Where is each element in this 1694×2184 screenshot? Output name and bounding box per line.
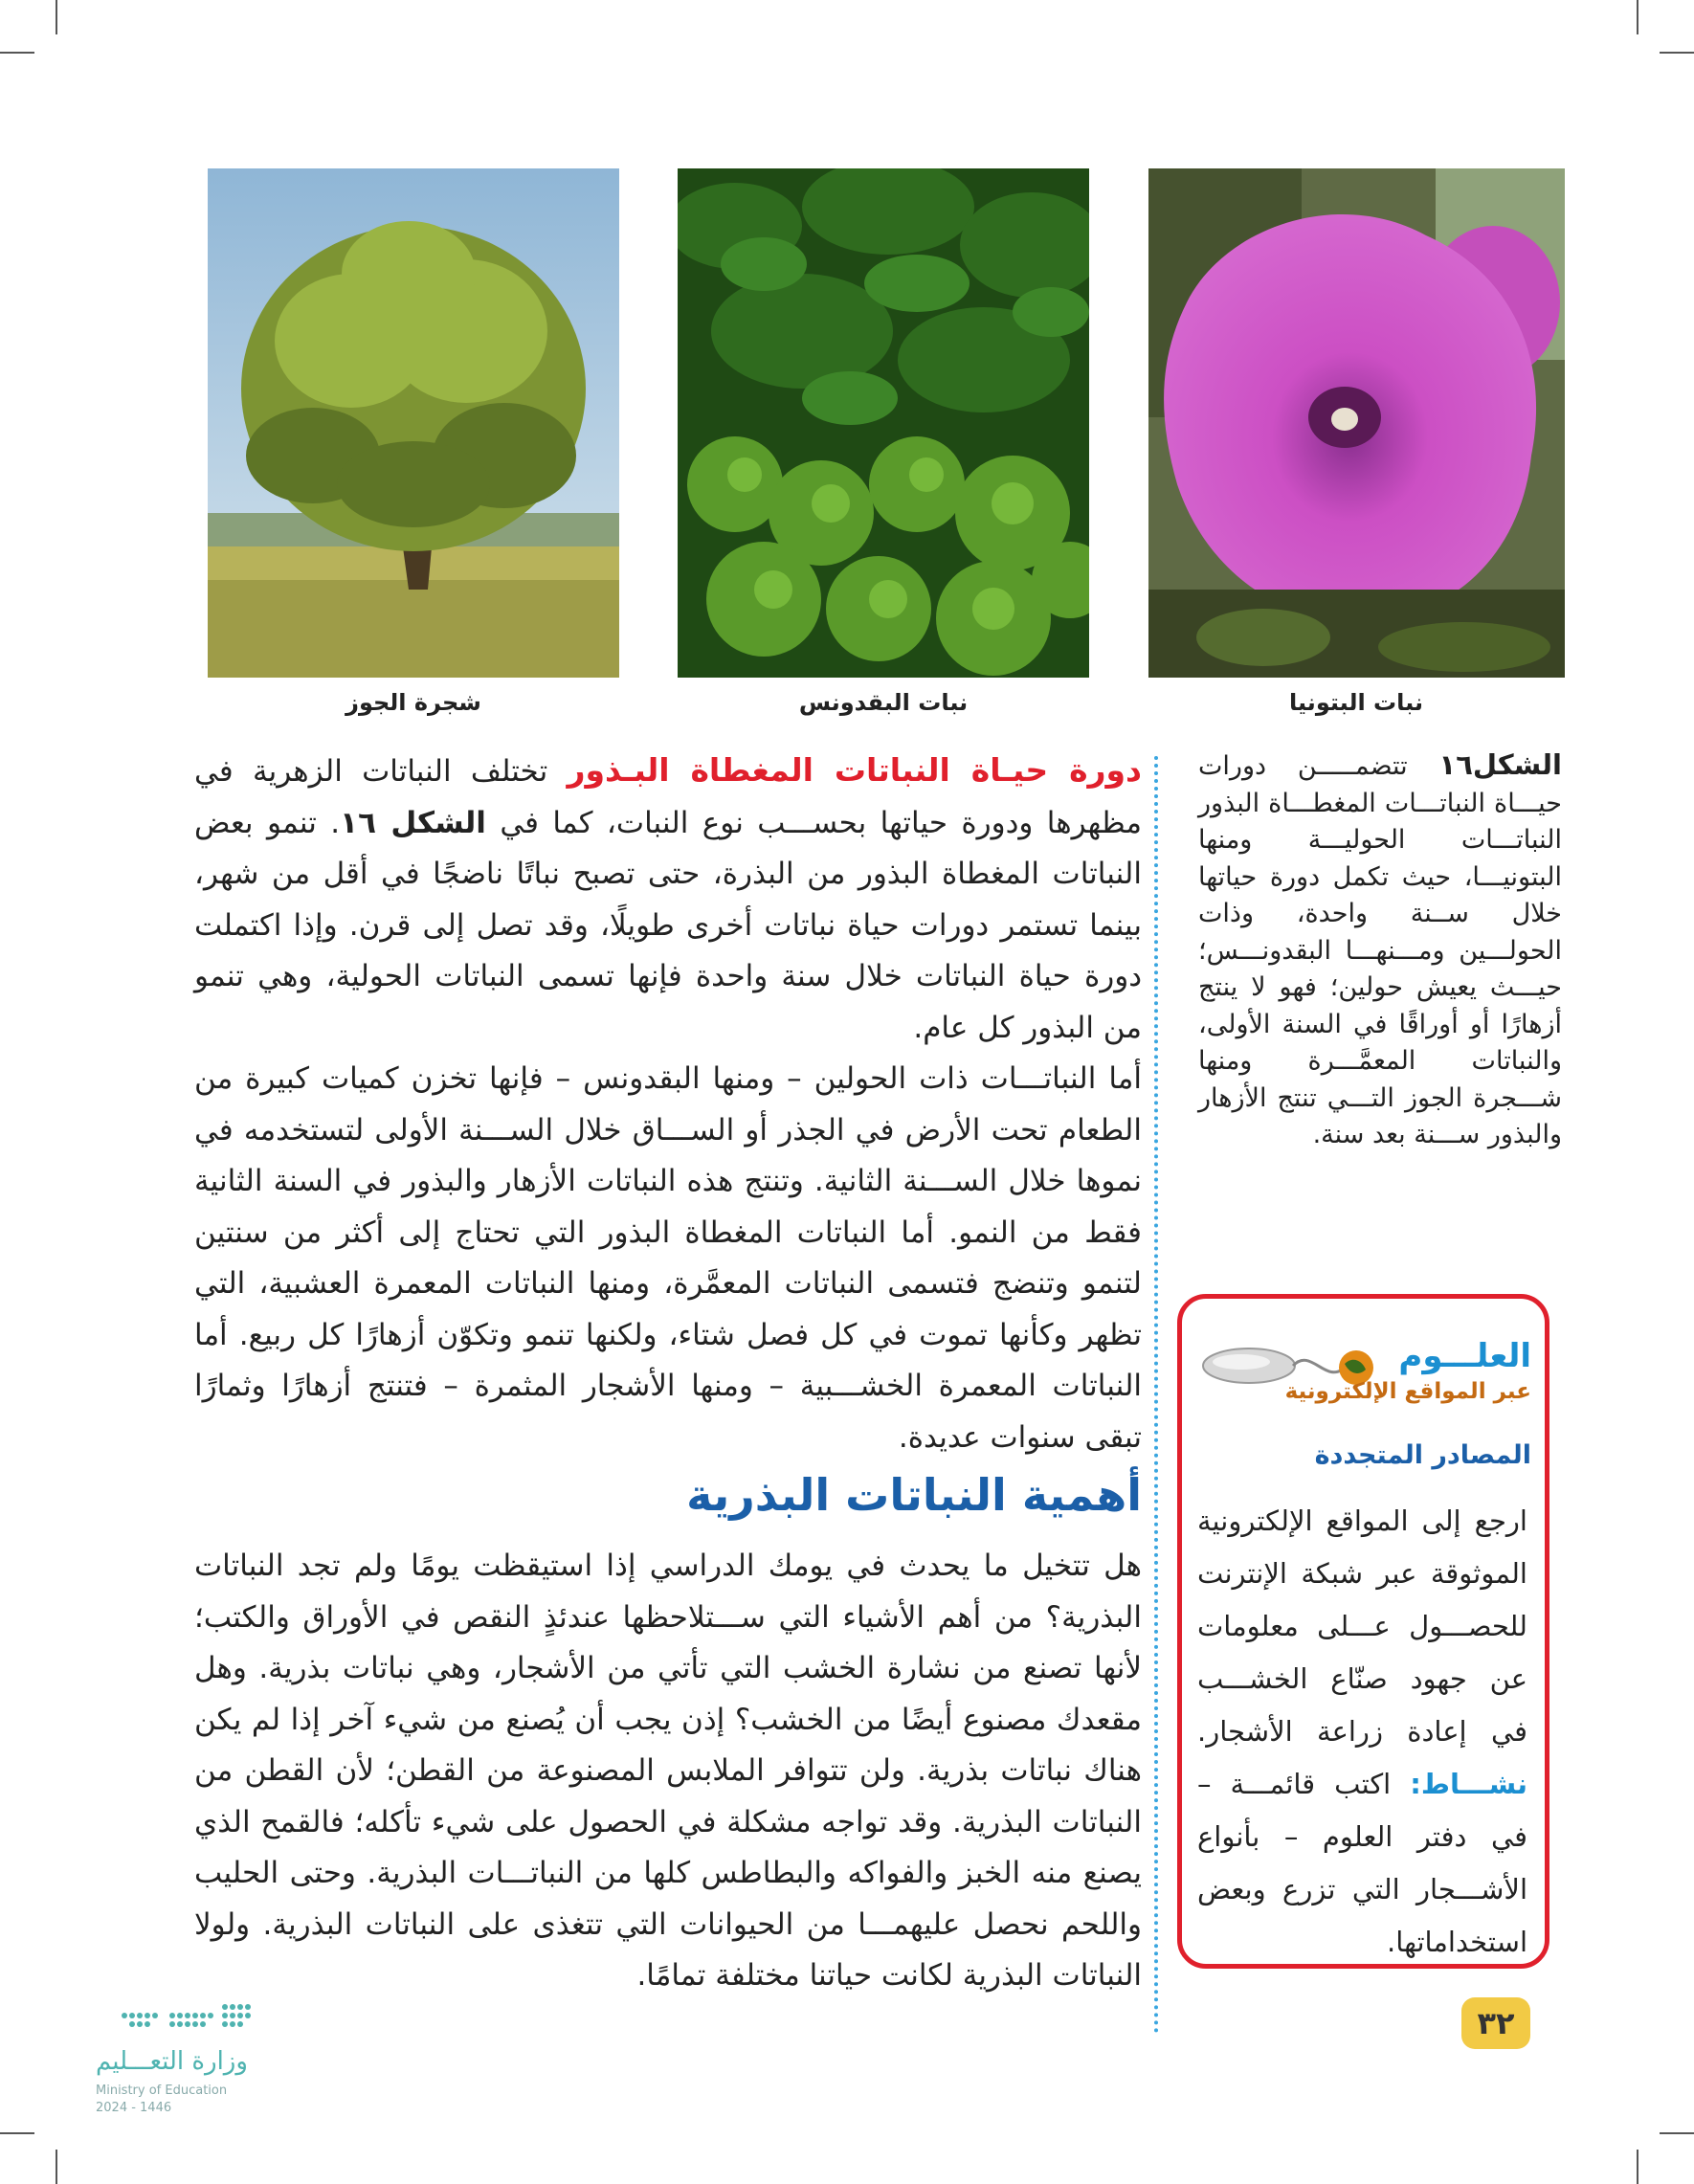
crop-mark xyxy=(1637,0,1638,34)
ministry-name-ar: وزارة التعـــليم xyxy=(96,2047,248,2076)
importance-heading: أهمية النباتات البذرية xyxy=(686,1469,1142,1521)
life-cycle-paragraph-2: أما النباتـــات ذات الحولين – ومنها البقدونس – فإنها تخزن كميات كبيرة من الطعام تحت الأرض في الجذر أو الســـاق خلال الســـنة الأولى لتستخدمه في نموها خلال الســـنة الثانية. وتنتج هذه النباتات الأزهار والبذور في السنة الثانية فقط من النمو. أما النباتات المغطاة البذور التي تحتاج إلى أكثر من سنتين لتنمو وتنضج فتسمى النباتات المعمَّرة، ومنها النباتات المعمرة العشبية، التي تظهر وكأنها تموت في كل فصل شتاء، ولكنها تنمو وتكوّن أزهارًا كل ربيع. أما النباتات المعمرة الخشـــبية – ومنها الأشجار المثمرة – فتنتج أزهارًا وثمارًا تبقى سنوات عديدة. xyxy=(194,1061,1142,1455)
petunia-caption: نبات البتونيا xyxy=(1289,689,1423,716)
web-logo-title: العلـــوم xyxy=(1398,1337,1531,1375)
walnut-tree-photo xyxy=(208,168,619,678)
figure-reference: الشكل ١٦ xyxy=(340,805,486,840)
section-life-cycle xyxy=(194,745,1142,1463)
crop-mark xyxy=(0,2132,34,2134)
figure-caption xyxy=(1198,747,1562,1154)
crop-mark xyxy=(1660,2132,1694,2134)
ministry-logo xyxy=(96,1995,258,2120)
walnut-tree-caption: شجرة الجوز xyxy=(345,689,481,716)
activity-label: نشـــاط: xyxy=(1410,1768,1527,1800)
page-number: ٣٢ xyxy=(1461,1997,1530,2049)
figure-caption-text: تتضمـــــن دورات حيـــاة النباتـــات المغطـــاة البذور النباتـــات الحوليـــة ومنها البتونيـــا، حيث تكمل دورة حياتها خلال ســنة واحدة، وذات الحولـــين ومـــنهـــا البقدونـــس؛ حيـــث يعيش حولين؛ فهو لا ينتج أزهارًا أو أوراقًا في السنة الأولى، والنباتات المعمَّـــرة ومنها شـــجرة الجوز التـــي تنتج الأزهار والبذور ســـنة بعد سنة. xyxy=(1198,751,1562,1149)
web-subheading: المصادر المتجددة xyxy=(1314,1440,1531,1470)
web-resources-box xyxy=(1177,1294,1549,1969)
activity-text: اكتب قائمـــة – في دفتر العلوم – بأنواع الأشـــجار التي تزرع وبعض استخداماتها. xyxy=(1197,1768,1527,1958)
crop-mark xyxy=(56,0,57,34)
crop-mark xyxy=(1660,52,1694,54)
crop-mark xyxy=(0,52,34,54)
importance-paragraph: هل تتخيل ما يحدث في يومك الدراسي إذا استيقظت يومًا ولم تجد النباتات البذرية؟ من أهم الأشياء التي ســـتلاحظها عندئذٍ النقص في الأوراق والكتب؛ لأنها تصنع من نشارة الخشب التي تأتي من الأشجار، وهي نباتات بذرية. وهل مقعدك مصنوع أيضًا من الخشب؟ إذن يجب أن يُصنع من شيء آخر إذا لم يكن هناك نباتات بذرية. ولن تتوافر الملابس المصنوعة من القطن؛ لأن القطن من النباتات البذرية. وقد تواجه مشكلة في الحصول على شيء تأكله؛ فالقمح الذي يصنع منه الخبز والفواكه والبطاطس كلها من النباتـــات البذرية. وحتى الحليب واللحم نحصل عليهمـــا من الحيوانات التي تتغذى على النباتات البذرية. ولولا النباتات البذرية لكانت حياتنا مختلفة تمامًا. xyxy=(194,1549,1142,1993)
web-instructions: ارجع إلى المواقع الإلكترونية الموثوقة عبر شبكة الإنترنت للحصـــول عـــلى معلومات عن جهود صنّاع الخشـــب في إعادة زراعة الأشجار. xyxy=(1197,1504,1527,1748)
web-logo-subtitle: عبر المواقع الإلكترونية xyxy=(1284,1379,1531,1404)
ministry-year: 2024 - 1446 xyxy=(96,2101,172,2115)
life-cycle-text-a: تختلف النباتات الزهرية في مظهرها ودورة حياتها بحســـب نوع النبات، كما في xyxy=(194,754,1143,840)
web-text xyxy=(1197,1495,1527,1969)
crop-mark xyxy=(56,2150,57,2184)
ministry-emblem-icon xyxy=(96,1995,258,2043)
life-cycle-heading: دورة حيـاة النباتات المغطاة البـذور xyxy=(567,751,1142,789)
parsley-caption: نبات البقدونس xyxy=(798,689,969,716)
life-cycle-text-b: . تنمو بعض النباتات المغطاة البذور من البذرة، حتى تصبح نباتًا ناضجًا في أقل من شهر، بينما تستمر دورات حياة نباتات أخرى طويلًا، وقد تصل إلى قرن. وإذا اكتملت دورة حياة النباتات خلال سنة واحدة فإنها تسمى النباتات الحولية، وهي تنمو من البذور كل عام. xyxy=(194,805,1142,1045)
figure-label: الشكل١٦ xyxy=(1438,748,1562,781)
column-divider xyxy=(1154,756,1158,2034)
petunia-photo xyxy=(1148,168,1565,678)
ministry-name-en: Ministry of Education xyxy=(96,2084,228,2098)
parsley-photo xyxy=(678,168,1089,678)
web-logo xyxy=(1192,1337,1531,1414)
crop-mark xyxy=(1637,2150,1638,2184)
